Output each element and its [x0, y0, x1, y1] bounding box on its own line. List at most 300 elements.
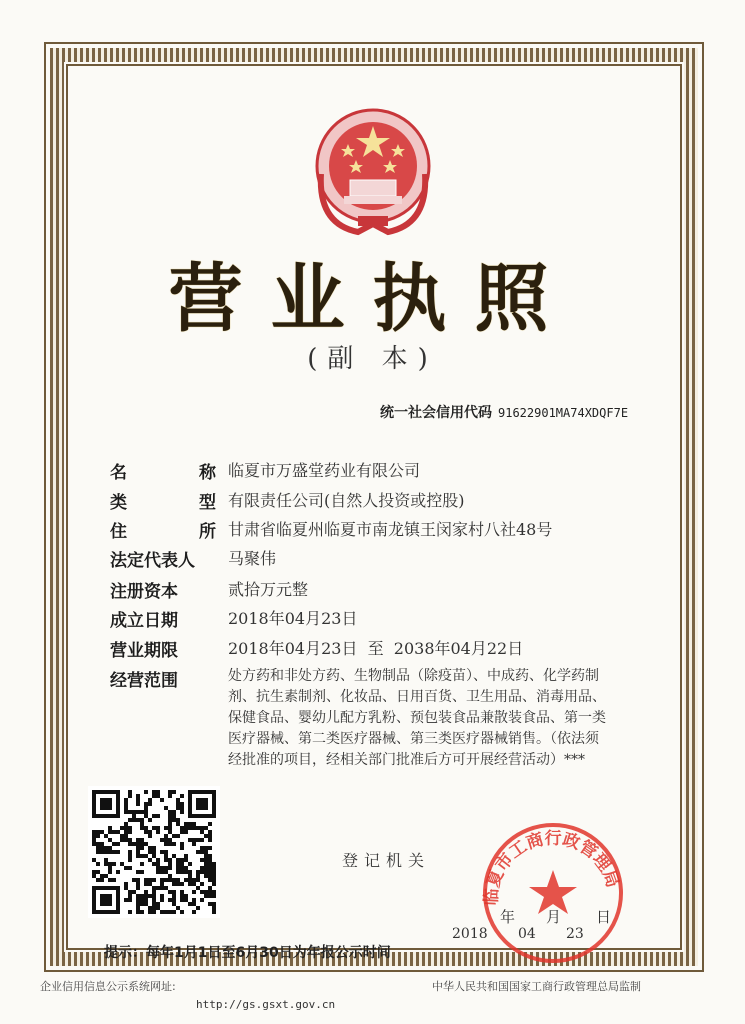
qr-module [212, 862, 216, 866]
qr-module [124, 810, 128, 814]
qr-module [172, 814, 176, 818]
qr-module [144, 810, 148, 814]
qr-module [140, 826, 144, 830]
qr-module [168, 866, 172, 870]
qr-module [148, 878, 152, 882]
qr-module [176, 862, 180, 866]
qr-module [180, 802, 184, 806]
field-label: 经营范围 [110, 671, 178, 691]
qr-module [140, 846, 144, 850]
qr-module [156, 866, 160, 870]
qr-module [196, 850, 200, 854]
qr-module [208, 878, 212, 882]
national-emblem-icon [298, 104, 448, 240]
qr-module [112, 878, 116, 882]
qr-module [152, 890, 156, 894]
qr-module [96, 834, 100, 838]
qr-module [212, 910, 216, 914]
qr-module [108, 850, 112, 854]
qr-module [212, 902, 216, 906]
qr-module [124, 886, 128, 890]
qr-module [156, 830, 160, 834]
established-date: 2018年04月23日 [228, 609, 358, 628]
qr-module [140, 854, 144, 858]
qr-module [192, 826, 196, 830]
qr-module [108, 826, 112, 830]
qr-module [152, 878, 156, 882]
qr-module [200, 838, 204, 842]
qr-module [212, 890, 216, 894]
business-scope-text: 处方药和非处方药、生物制品（除疫苗）、中成药、化学药制剂、抗生素制剂、化妆品、日用百货、卫生用品、消毒用品、保健食品、婴幼儿配方乳粉、预包装食品兼散装食品、第一类医疗器械、第二类医疗器械、第三类医疗器械销售。（依法须经批准的项目，经相关部门批准后方可开展经营活动）*** [228, 668, 606, 768]
qr-module [136, 906, 140, 910]
qr-module [112, 850, 116, 854]
qr-module [208, 874, 212, 878]
qr-module [172, 898, 176, 902]
qr-module [152, 894, 156, 898]
qr-module [100, 842, 104, 846]
qr-module [180, 810, 184, 814]
qr-module [124, 830, 128, 834]
qr-module [148, 818, 152, 822]
registered-capital: 贰拾万元整 [228, 580, 309, 599]
qr-module [168, 794, 172, 798]
field-address [110, 517, 552, 542]
qr-module [200, 826, 204, 830]
qr-module [152, 850, 156, 854]
qr-module [96, 830, 100, 834]
qr-module [96, 862, 100, 866]
qr-module [188, 902, 192, 906]
qr-module [176, 818, 180, 822]
qr-module [104, 858, 108, 862]
qr-module [128, 854, 132, 858]
issue-month: 04 [518, 926, 536, 942]
qr-module [200, 846, 204, 850]
qr-module [144, 826, 148, 830]
qr-module [188, 822, 192, 826]
qr-module [188, 882, 192, 886]
qr-module [136, 902, 140, 906]
qr-module [204, 890, 208, 894]
qr-module [180, 862, 184, 866]
qr-module [172, 902, 176, 906]
qr-module [132, 842, 136, 846]
qr-module [152, 902, 156, 906]
qr-module [112, 842, 116, 846]
qr-module [180, 898, 184, 902]
qr-module [92, 842, 96, 846]
qr-module [180, 846, 184, 850]
qr-module [160, 838, 164, 842]
qr-module [156, 906, 160, 910]
qr-module [160, 886, 164, 890]
qr-module [176, 798, 180, 802]
business-term: 2018年04月23日 至 2038年04月22日 [228, 639, 524, 658]
qr-module [132, 818, 136, 822]
qr-module [136, 798, 140, 802]
qr-module [196, 826, 200, 830]
qr-module [124, 882, 128, 886]
legal-representative: 马聚伟 [228, 549, 277, 568]
qr-module [212, 906, 216, 910]
qr-module [140, 910, 144, 914]
qr-module [128, 890, 132, 894]
qr-module [140, 822, 144, 826]
qr-module [136, 838, 140, 842]
qr-module [136, 882, 140, 886]
qr-module [180, 882, 184, 886]
qr-module [184, 866, 188, 870]
qr-module [208, 858, 212, 862]
qr-module [152, 886, 156, 890]
qr-module [128, 866, 132, 870]
qr-module [124, 802, 128, 806]
qr-module [92, 870, 96, 874]
qr-module [176, 866, 180, 870]
qr-module [168, 822, 172, 826]
qr-module [168, 878, 172, 882]
qr-module [136, 810, 140, 814]
qr-module [148, 858, 152, 862]
qr-module [168, 890, 172, 894]
qr-module [180, 830, 184, 834]
footer-issuer: 中华人民共和国国家工商行政管理总局监制 [432, 980, 641, 993]
qr-module [144, 802, 148, 806]
qr-module [164, 842, 168, 846]
qr-module [120, 826, 124, 830]
qr-module [160, 866, 164, 870]
qr-module [124, 826, 128, 830]
qr-module [168, 818, 172, 822]
qr-module [144, 814, 148, 818]
qr-module [164, 910, 168, 914]
qr-module [192, 838, 196, 842]
qr-module [164, 850, 168, 854]
qr-module [152, 862, 156, 866]
qr-module [96, 842, 100, 846]
qr-module [92, 830, 96, 834]
qr-module [180, 842, 184, 846]
qr-module [188, 870, 192, 874]
qr-module [136, 842, 140, 846]
qr-module [208, 890, 212, 894]
qr-module [204, 826, 208, 830]
qr-module [184, 830, 188, 834]
qr-module [144, 890, 148, 894]
qr-module [192, 878, 196, 882]
qr-module [108, 870, 112, 874]
qr-module [160, 898, 164, 902]
qr-module [128, 850, 132, 854]
qr-module [128, 830, 132, 834]
registration-authority: 登记机关 [342, 851, 431, 870]
qr-module [96, 878, 100, 882]
qr-module [148, 798, 152, 802]
qr-module [136, 894, 140, 898]
official-seal [478, 818, 628, 968]
qr-module [192, 890, 196, 894]
qr-module [172, 878, 176, 882]
qr-module [168, 814, 172, 818]
qr-module [136, 802, 140, 806]
qr-module [212, 894, 216, 898]
qr-module [176, 870, 180, 874]
document-title: 营业执照 [168, 256, 577, 342]
qr-module [204, 870, 208, 874]
qr-module [168, 910, 172, 914]
qr-module [144, 902, 148, 906]
qr-module [204, 866, 208, 870]
company-address: 甘肃省临夏州临夏市南龙镇王闵家村八社48号 [228, 520, 553, 539]
qr-module [208, 846, 212, 850]
qr-module [188, 826, 192, 830]
qr-module [144, 878, 148, 882]
qr-module [104, 834, 108, 838]
qr-module [128, 790, 132, 794]
qr-module [212, 874, 216, 878]
qr-module [100, 850, 104, 854]
qr-module [128, 894, 132, 898]
qr-module [200, 870, 204, 874]
field-scope [110, 666, 228, 691]
qr-module [108, 878, 112, 882]
qr-module [172, 810, 176, 814]
qr-module [156, 902, 160, 906]
qr-module [208, 834, 212, 838]
qr-module [212, 866, 216, 870]
qr-module [172, 842, 176, 846]
qr-module [140, 898, 144, 902]
qr-module [128, 794, 132, 798]
qr-module [156, 794, 160, 798]
qr-module [92, 838, 96, 842]
qr-module [100, 874, 104, 878]
qr-module [152, 898, 156, 902]
qr-module [168, 790, 172, 794]
qr-module [160, 894, 164, 898]
qr-module [136, 870, 140, 874]
qr-module [128, 810, 132, 814]
qr-module [208, 870, 212, 874]
qr-module [172, 882, 176, 886]
qr-module [108, 862, 112, 866]
qr-module [184, 858, 188, 862]
qr-module [180, 806, 184, 810]
company-type: 有限责任公司(自然人投资或控股) [228, 491, 465, 510]
footer-website-label: 企业信用信息公示系统网址: [40, 980, 176, 993]
credit-code-label: 统一社会信用代码 [380, 405, 492, 421]
qr-module [148, 834, 152, 838]
qr-module [140, 818, 144, 822]
qr-module [176, 822, 180, 826]
qr-module [200, 882, 204, 886]
qr-module [192, 902, 196, 906]
field-label: 法定代表人 [110, 551, 195, 571]
qr-module [180, 794, 184, 798]
field-name [110, 458, 420, 483]
qr-module [204, 894, 208, 898]
qr-module [128, 842, 132, 846]
qr-module [104, 850, 108, 854]
qr-module [196, 874, 200, 878]
seal-text: 临夏市工商行政管理局 [481, 828, 623, 906]
qr-module [100, 846, 104, 850]
qr-module [140, 838, 144, 842]
qr-module [132, 814, 136, 818]
qr-module [144, 854, 148, 858]
document-subtitle: (副 本) [307, 344, 438, 374]
qr-module [188, 878, 192, 882]
qr-module [92, 834, 96, 838]
qr-module [160, 878, 164, 882]
qr-module [104, 846, 108, 850]
qr-module [168, 838, 172, 842]
qr-module [164, 834, 168, 838]
qr-module [200, 866, 204, 870]
qr-module [144, 882, 148, 886]
qr-module [180, 866, 184, 870]
qr-module [208, 902, 212, 906]
qr-module [136, 886, 140, 890]
qr-module [208, 854, 212, 858]
qr-module [196, 906, 200, 910]
field-capital [110, 577, 308, 602]
qr-module [184, 878, 188, 882]
qr-module [180, 870, 184, 874]
issue-day: 23 [566, 926, 584, 942]
qr-module [184, 826, 188, 830]
qr-module [192, 842, 196, 846]
day-label: 日 [596, 908, 612, 926]
qr-module [176, 834, 180, 838]
qr-module [196, 838, 200, 842]
qr-module [200, 890, 204, 894]
qr-module [96, 870, 100, 874]
qr-module [124, 834, 128, 838]
qr-module [128, 910, 132, 914]
qr-module [152, 854, 156, 858]
qr-module [156, 826, 160, 830]
qr-code[interactable] [88, 786, 220, 918]
qr-module [116, 850, 120, 854]
qr-module [148, 850, 152, 854]
footer-website-link[interactable]: http://gs.gsxt.gov.cn [196, 998, 336, 1011]
qr-module [164, 806, 168, 810]
qr-module [140, 862, 144, 866]
qr-module [212, 882, 216, 886]
qr-module [156, 814, 160, 818]
qr-module [160, 882, 164, 886]
qr-module [204, 846, 208, 850]
qr-module [184, 894, 188, 898]
qr-module [208, 822, 212, 826]
qr-module [164, 886, 168, 890]
qr-module [136, 794, 140, 798]
qr-module [176, 802, 180, 806]
qr-module [196, 870, 200, 874]
qr-module [204, 834, 208, 838]
qr-module [184, 854, 188, 858]
qr-module [116, 830, 120, 834]
qr-module [148, 894, 152, 898]
qr-module [128, 818, 132, 822]
qr-module [164, 854, 168, 858]
qr-module [156, 790, 160, 794]
qr-module [164, 858, 168, 862]
qr-module [148, 882, 152, 886]
qr-module [176, 806, 180, 810]
qr-module [168, 874, 172, 878]
qr-module [156, 870, 160, 874]
qr-module [172, 790, 176, 794]
field-established [110, 606, 357, 631]
qr-module [180, 826, 184, 830]
qr-module [92, 858, 96, 862]
qr-module [208, 838, 212, 842]
field-label: 营业期限 [110, 641, 178, 661]
qr-module [184, 898, 188, 902]
qr-module [116, 870, 120, 874]
qr-module [124, 822, 128, 826]
field-label: 注册资本 [110, 582, 178, 602]
qr-module [152, 814, 156, 818]
qr-module [124, 838, 128, 842]
qr-module [136, 910, 140, 914]
annual-report-notice: 提示：每年1月1日至6月30日为年报公示时间 [104, 945, 391, 961]
qr-module [144, 790, 148, 794]
qr-module [108, 866, 112, 870]
qr-module [204, 858, 208, 862]
qr-module [124, 898, 128, 902]
qr-module [136, 850, 140, 854]
qr-module [192, 822, 196, 826]
credit-code-value: 91622901MA74XDQF7E [498, 406, 629, 420]
qr-module [140, 810, 144, 814]
qr-module [132, 890, 136, 894]
qr-module [128, 858, 132, 862]
qr-module [168, 862, 172, 866]
qr-module [152, 794, 156, 798]
qr-module [156, 886, 160, 890]
qr-module [204, 862, 208, 866]
qr-module [212, 878, 216, 882]
qr-module [152, 910, 156, 914]
qr-module [152, 826, 156, 830]
qr-module [192, 898, 196, 902]
qr-module [180, 890, 184, 894]
qr-module [116, 842, 120, 846]
qr-module [192, 910, 196, 914]
qr-module [180, 894, 184, 898]
qr-module [164, 870, 168, 874]
qr-module [144, 898, 148, 902]
qr-module [208, 862, 212, 866]
qr-module [140, 902, 144, 906]
qr-module [180, 858, 184, 862]
qr-module [128, 838, 132, 842]
qr-module [152, 790, 156, 794]
qr-module [100, 878, 104, 882]
qr-module [184, 870, 188, 874]
qr-module [148, 830, 152, 834]
qr-module [136, 854, 140, 858]
qr-module [136, 878, 140, 882]
qr-module [208, 894, 212, 898]
qr-module [136, 898, 140, 902]
qr-module [208, 830, 212, 834]
qr-module [172, 890, 176, 894]
qr-module [128, 826, 132, 830]
